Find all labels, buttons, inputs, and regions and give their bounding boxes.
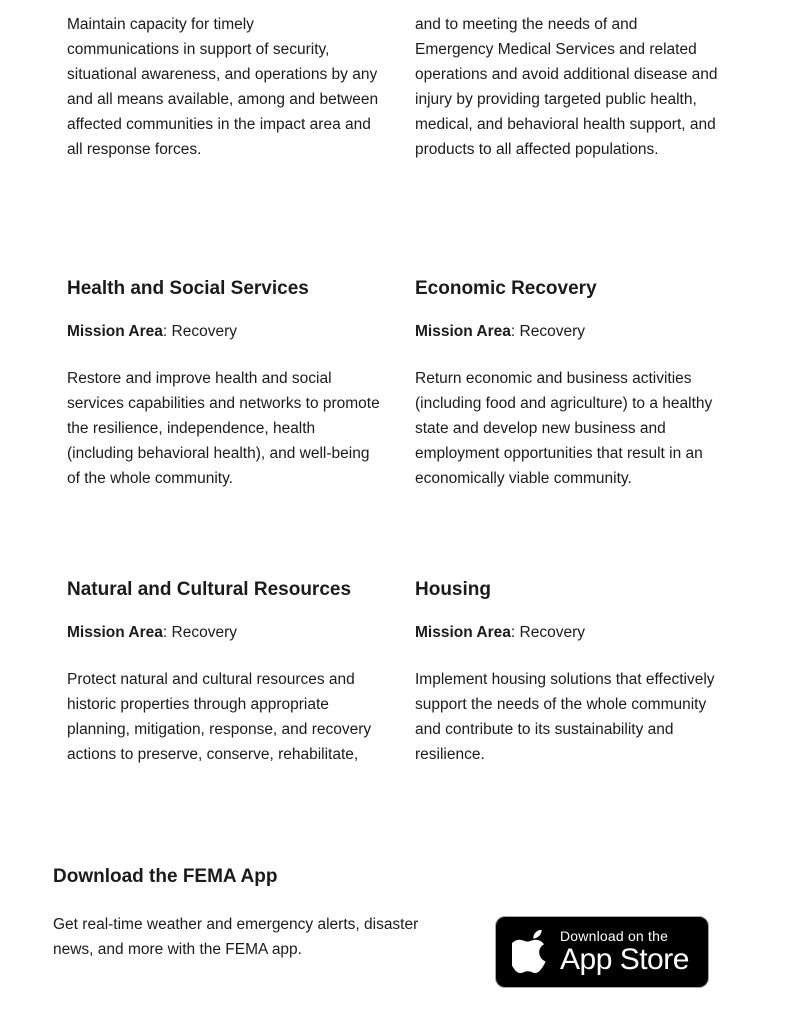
app-store-badge-text	[560, 928, 689, 976]
card-description-partial: and to meeting the needs of and	[415, 16, 638, 33]
card-title: Economic Recovery	[415, 278, 597, 299]
app-store-badge-big: App Store	[560, 943, 689, 976]
mission-area	[67, 623, 385, 643]
card-economic-recovery	[415, 277, 733, 491]
card-health-social-services	[67, 277, 385, 491]
mission-area-value: : Recovery	[510, 323, 585, 340]
mission-area-label: Mission Area	[415, 323, 511, 340]
card-title: Housing	[415, 579, 491, 600]
mission-area	[415, 623, 733, 643]
card-title: Natural and Cultural Resources	[67, 579, 352, 600]
mission-area-label: Mission Area	[67, 323, 163, 340]
card-description: Protect natural and cultural resources and historic properties through appropriate planning, mitigation, response, and recovery actions to preserve, conserve, rehabilitate,	[67, 671, 372, 763]
card-description: Emergency Medical Services and related operations and avoid additional disease and injury by providing targeted public health, medical, and behavioral health support, and products to all affected populations.	[415, 41, 718, 158]
card-description: communications in support of security, situational awareness, and operations by any and all means available, among and between affected communities in the impact area and all response forces.	[67, 41, 379, 158]
download-app-title: Download the FEMA App	[53, 866, 278, 887]
card-description: Implement housing solutions that effectively support the needs of the whole community and contribute to its sustainability and resilience.	[415, 671, 715, 763]
card-public-health	[415, 0, 733, 185]
app-store-button[interactable]	[495, 916, 709, 988]
app-store-badge-small: Download on the	[560, 928, 669, 944]
card-operational-communications	[67, 0, 385, 185]
mission-area-value: : Recovery	[162, 323, 237, 340]
mission-area-value: : Recovery	[162, 624, 237, 641]
mission-area	[415, 322, 733, 342]
download-app-text: Get real-time weather and emergency alerts, disaster news, and more with the FEMA app.	[53, 916, 419, 958]
card-title: Health and Social Services	[67, 278, 309, 299]
apple-icon	[512, 930, 552, 974]
card-natural-cultural-resources	[67, 578, 385, 767]
card-housing	[415, 578, 733, 767]
card-description: Restore and improve health and social services capabilities and networks to promote the resilience, independence, health (including behavioral health), and well-being of the whole community.	[67, 370, 380, 487]
card-description-partial: Maintain capacity for timely	[67, 16, 254, 33]
mission-area-label: Mission Area	[415, 624, 511, 641]
card-description: Return economic and business activities (including food and agriculture) to a healthy state and develop new business and employment opportunities that result in an economically viable community.	[415, 370, 713, 487]
download-app-section	[53, 864, 753, 976]
mission-area-value: : Recovery	[510, 624, 585, 641]
mission-area-label: Mission Area	[67, 624, 163, 641]
mission-area	[67, 322, 385, 342]
